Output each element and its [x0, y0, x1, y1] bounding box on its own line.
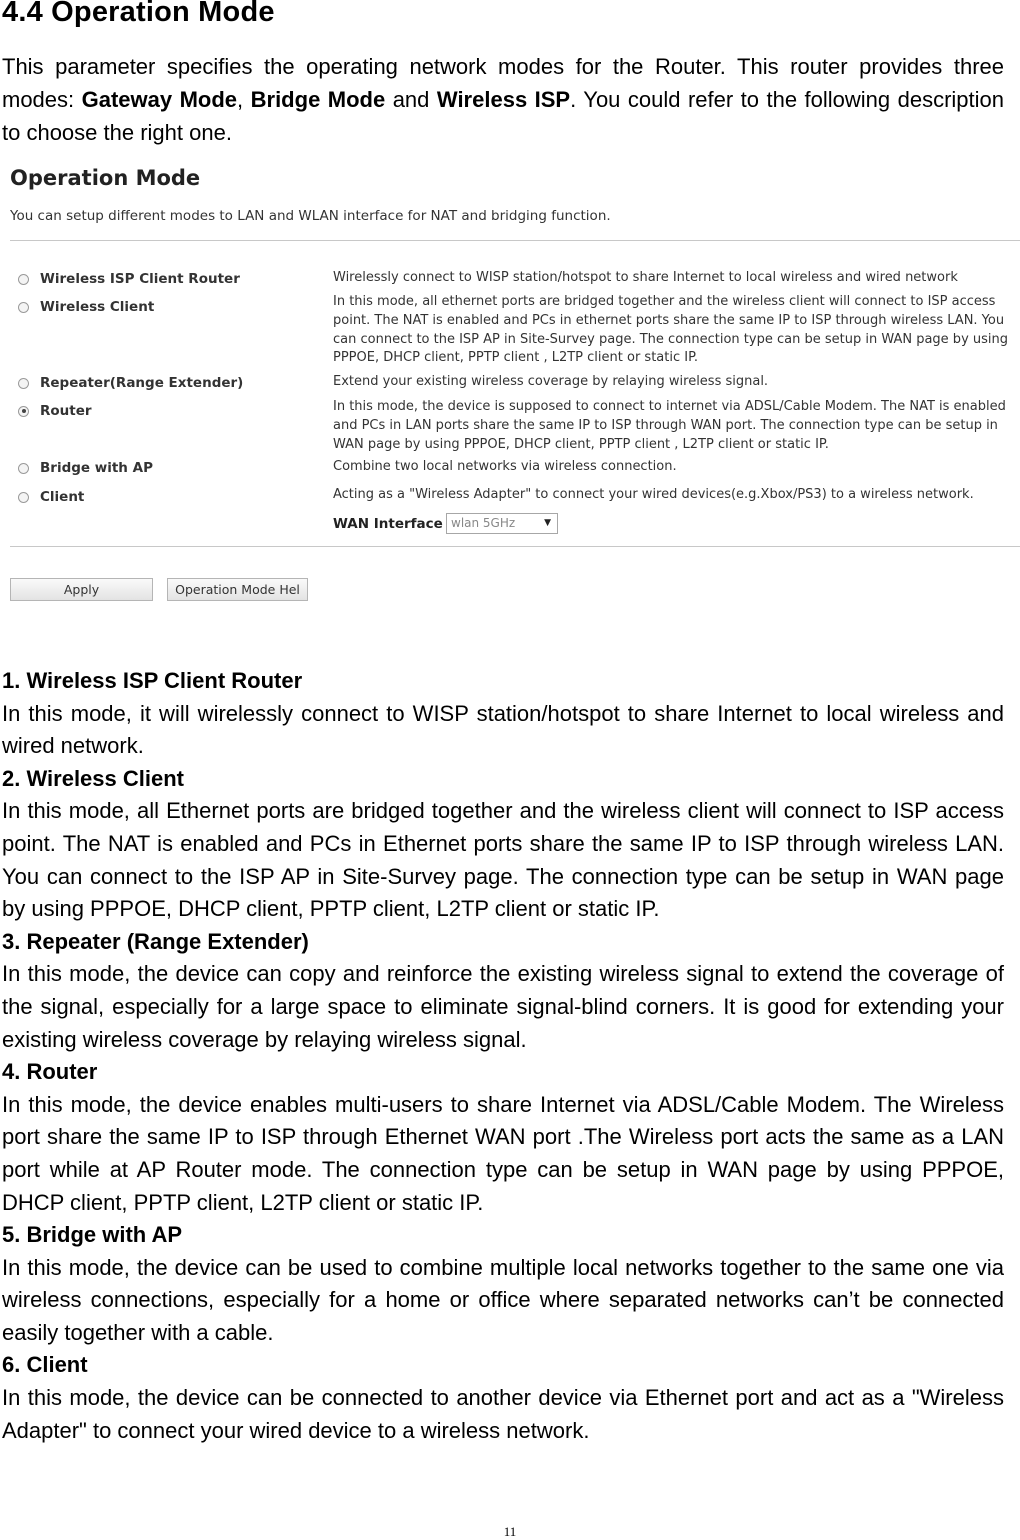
- desc-client: Acting as a "Wireless Adapter" to connect your wired devices(e.g.Xbox/PS3) to a wireless network.: [333, 487, 974, 502]
- option-label: Client: [40, 489, 85, 505]
- section-router: [2, 1056, 1004, 1219]
- section-body: In this mode, the device can be connected to another device via Ethernet port and act as a "Wireless Adapter" to connect your wired device to a wireless network.: [2, 1385, 1004, 1443]
- section-wireless-client: [2, 763, 1004, 926]
- apply-button[interactable]: Apply: [10, 578, 153, 601]
- radio-circle[interactable]: [18, 274, 29, 285]
- divider: [10, 240, 1020, 241]
- page-number: 11: [503, 1524, 517, 1539]
- chevron-down-icon: ▼: [544, 518, 551, 528]
- section-title: 4. Router: [2, 1059, 98, 1085]
- radio-client[interactable]: [18, 486, 84, 508]
- section-body: In this mode, the device can copy and reinforce the existing wireless signal to extend the coverage of the signal, especially for a large space to eliminate signal-blind corners. It is good for extending your existing wireless coverage by relaying wireless signal.: [2, 961, 1004, 1052]
- radio-circle[interactable]: [18, 302, 29, 313]
- section-title: 5. Bridge with AP: [2, 1222, 183, 1248]
- section-title: 2. Wireless Client: [2, 765, 184, 791]
- radio-wireless-isp-client-router[interactable]: [18, 268, 240, 290]
- radio-bridge-with-ap[interactable]: [18, 457, 153, 479]
- intro-text: . You could refer to the following description to choose the right one.: [2, 87, 1004, 145]
- radio-wireless-client[interactable]: [18, 296, 154, 318]
- intro-sep: and: [385, 87, 437, 112]
- option-label: Bridge with AP: [40, 460, 153, 476]
- option-label: Wireless ISP Client Router: [40, 271, 240, 287]
- radio-circle[interactable]: [18, 492, 29, 503]
- wan-interface-select[interactable]: [446, 513, 558, 534]
- mode-descriptions: [2, 665, 1004, 1447]
- section-heading: 4.4 Operation Mode: [2, 0, 275, 28]
- section-bridge-with-ap: [2, 1219, 1004, 1349]
- option-label: Repeater(Range Extender): [40, 375, 244, 391]
- operation-mode-screenshot: [0, 160, 1020, 620]
- section-body: In this mode, all Ethernet ports are bridged together and the wireless client will connect to ISP access point. The NAT is enabled and PCs in Ethernet ports share the same IP to ISP through wireless LAN. You can connect to the ISP AP in Site-Survey page. The connection type can be setup in WAN page by using PPPOE, DHCP client, PPTP client, L2TP client or static IP.: [2, 798, 1004, 922]
- section-body: In this mode, the device enables multi-users to share Internet via ADSL/Cable Modem. The Wireless port share the same IP to ISP through Ethernet WAN port .The Wireless port acts the same as a LAN port while at AP Router mode. The connection type can be setup in WAN page by using PPPOE, DHCP client, PPTP client, L2TP client or static IP.: [2, 1091, 1004, 1215]
- wan-interface-value: wlan 5GHz: [451, 516, 516, 530]
- desc-wireless-client: In this mode, all ethernet ports are bridged together and the wireless client will connect to ISP access point. The NAT is enabled and PCs in ethernet ports share the same IP to ISP through wireless LAN. You can connect to the ISP AP in Site-Survey page. The connection type can be setup in WAN page by using PPPOE, DHCP client, PPTP client , L2TP client or static IP.: [333, 294, 1009, 366]
- section-client: [2, 1349, 1004, 1447]
- intro-paragraph: [2, 50, 1004, 149]
- intro-sep: ,: [237, 87, 251, 112]
- wan-interface-label: WAN Interface: [333, 516, 443, 532]
- desc-bridge-with-ap: Combine two local networks via wireless connection.: [333, 459, 677, 474]
- screenshot-subtitle: You can setup different modes to LAN and WLAN interface for NAT and bridging function.: [10, 208, 611, 224]
- desc-repeater: Extend your existing wireless coverage by relaying wireless signal.: [333, 374, 769, 389]
- section-repeater: [2, 926, 1004, 1056]
- section-title: 6. Client: [2, 1352, 88, 1378]
- operation-mode-help-button[interactable]: Operation Mode Hel: [167, 578, 308, 601]
- option-label: Router: [40, 403, 92, 419]
- mode-gateway: Gateway Mode: [81, 87, 238, 112]
- divider: [10, 546, 1020, 547]
- option-label: Wireless Client: [40, 299, 155, 315]
- section-body: In this mode, it will wirelessly connect to WISP station/hotspot to share Internet to local wireless and wired network.: [2, 700, 1004, 759]
- mode-wisp: Wireless ISP: [436, 87, 571, 112]
- radio-circle-selected[interactable]: [18, 406, 29, 417]
- mode-bridge: Bridge Mode: [250, 87, 386, 112]
- radio-circle[interactable]: [18, 463, 29, 474]
- desc-router: In this mode, the device is supposed to connect to internet via ADSL/Cable Modem. The NAT is enabled and PCs in LAN ports share the same IP to ISP through WAN port. The connection type can be setup in WAN page by using PPPOE, DHCP client, PPTP client , L2TP client or static IP.: [333, 399, 1006, 452]
- section-body: In this mode, the device can be used to combine multiple local networks together to the same one via wireless connections, especially for a home or office where separated networks can’t be connected easily together with a cable.: [2, 1254, 1004, 1345]
- section-title: 3. Repeater (Range Extender): [2, 928, 309, 954]
- radio-circle[interactable]: [18, 378, 29, 389]
- radio-router[interactable]: [18, 400, 92, 422]
- section-wireless-isp: [2, 665, 1004, 763]
- intro-text: This parameter specifies the operating network modes for the Router. This router provides three modes:: [2, 54, 1004, 112]
- section-title: 1. Wireless ISP Client Router: [2, 668, 303, 693]
- desc-wireless-isp-client-router: Wirelessly connect to WISP station/hotspot to share Internet to local wireless and wired network: [333, 270, 958, 285]
- screenshot-title: Operation Mode: [10, 166, 201, 190]
- radio-repeater[interactable]: [18, 372, 243, 394]
